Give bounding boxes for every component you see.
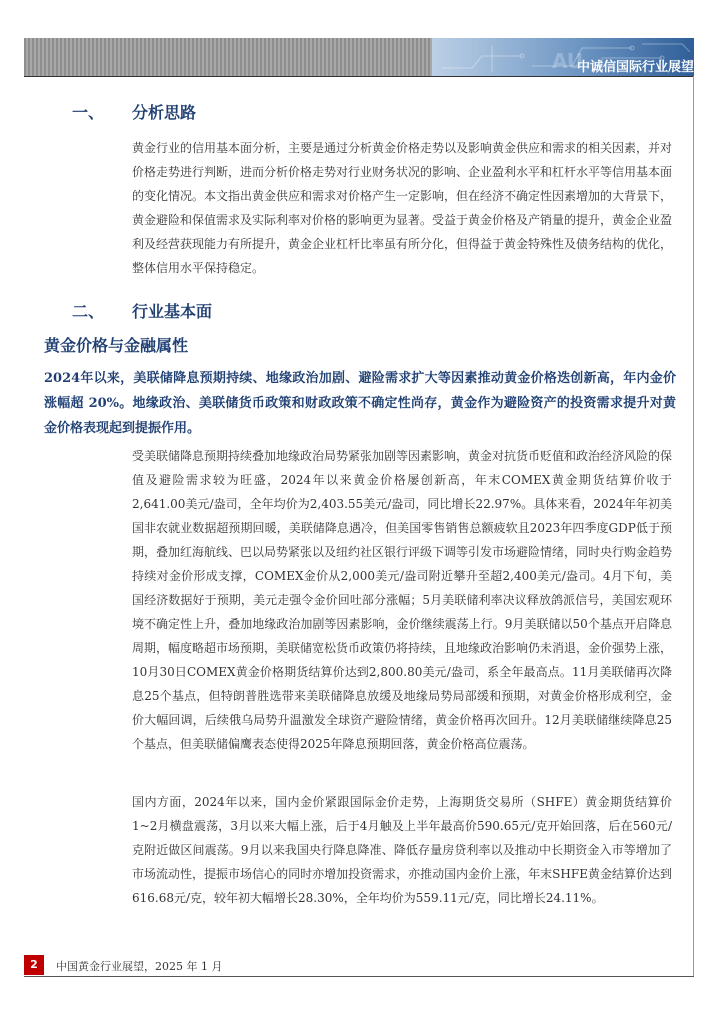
header-divider <box>24 76 694 77</box>
page-number: 2 <box>24 955 44 975</box>
section-number: 一、 <box>72 103 105 122</box>
analysis-paragraph: 黄金行业的信用基本面分析，主要是通过分析黄金价格走势以及影响黄金供应和需求的相关因素，并对价格走势进行判断，进而分析价格走势对行业财务状况的影响、企业盈利水平和杠杆水平等信用基本面的变化情况。本文指出黄金供应和需求对价格产生一定影响，但在经济不确定性因素增加的大背景下，黄金避险和保值需求及实际利率对价格的影响更为显著。受益于黄金价格及产销量的提升，黄金企业盈利及经营获现能力有所提升，黄金企业杠杆比率虽有所分化，但得益于黄金特殊性及债务结构的优化，整体信用水平保持稳定。 <box>132 141 673 275</box>
section-title: 分析思路 <box>132 103 197 122</box>
section-heading-1 <box>72 100 196 123</box>
domestic-gold-price-paragraph: 国内方面，2024年以来，国内金价紧跟国际金价走势，上海期货交易所（SHFE）黄金期货结算价1~2月横盘震荡，3月以来大幅上涨，后于4月触及上半年最高价590.65元/克开始回落，后在560元/克附近做区间震荡。9月以来我国央行降息降准、降低存量房贷利率以及推动中长期资金入市等增加了市场流动性，提振市场信心的同时亦增加投资需求，亦推动国内金价上涨，年末SHFE黄金结算价达到616.68元/克，较年初大幅增长28.30%，全年均价为559.11元/克，同比增长24.11%。 <box>132 795 672 905</box>
section-title: 行业基本面 <box>132 302 213 321</box>
section-number: 二、 <box>72 302 105 321</box>
international-gold-price-paragraph: 受美联储降息预期持续叠加地缘政治局势紧张加剧等因素影响，黄金对抗货币贬值和政治经济风险的保值及避险需求较为旺盛，2024年以来黄金价格屡创新高，年末COMEX黄金期货结算价收于2,641.00美元/盎司，全年均价为2,403.55美元/盎司，同比增长22.97%。具体来看，2024年年初美国非农就业数据超预期回暖，美联储降息遇冷，但美国零售销售总额疲软且2023年四季度GDP低于预期，叠加红海航线、巴以局势紧张以及纽约社区银行评级下调等引发市场避险情绪，同时央行购金趋势持续对金价形成支撑，COMEX金价从2,000美元/盎司附近攀升至超2,400美元/盎司。4月下旬，美国经济数据好于预期，美元走强令金价回吐部分涨幅；5月美联储利率决议释放鸽派信号，美国宏观环境不确定性上升，叠加地缘政治加剧等因素影响，金价继续震荡上行。9月美联储以50个基点开启降息周期，幅度略超市场预期，美联储宽松货币政策仍将持续，且地缘政治影响仍未消退，金价强势上涨，10月30日COMEX黄金价格期货结算价达到2,800.80美元/盎司，系全年最高点。11月美联储再次降息25个基点，但特朗普胜选带来美联储降息放缓及地缘局势局部缓和预期，对黄金价格形成利空，金价大幅回调，后续俄乌局势升温激发全球资产避险情绪，黄金价格再次回升。12月美联储继续降息25个基点，但美联储偏鹰表态使得2025年降息预期回落，黄金价格高位震荡。 <box>132 449 673 751</box>
page-border <box>693 76 694 976</box>
footer-text: 中国黄金行业展望，2025 年 1 月 <box>56 960 223 973</box>
key-findings-paragraph: 2024年以来，美联储降息预期持续、地缘政治加剧、避险需求扩大等因素推动黄金价格迭创新高，年内金价涨幅超 20%。地缘政治、美联储货币政策和财政政策不确定性尚存，黄金作为避险资产的投资需求提升对黄金价格表现起到提振作用。 <box>44 371 676 436</box>
svg-text:AU: AU <box>552 49 584 73</box>
section-heading-2 <box>72 299 212 322</box>
footer-divider <box>24 976 694 977</box>
subsection-heading: 黄金价格与金融属性 <box>44 336 189 355</box>
header-title: 中诚信国际行业展望 <box>576 60 694 75</box>
